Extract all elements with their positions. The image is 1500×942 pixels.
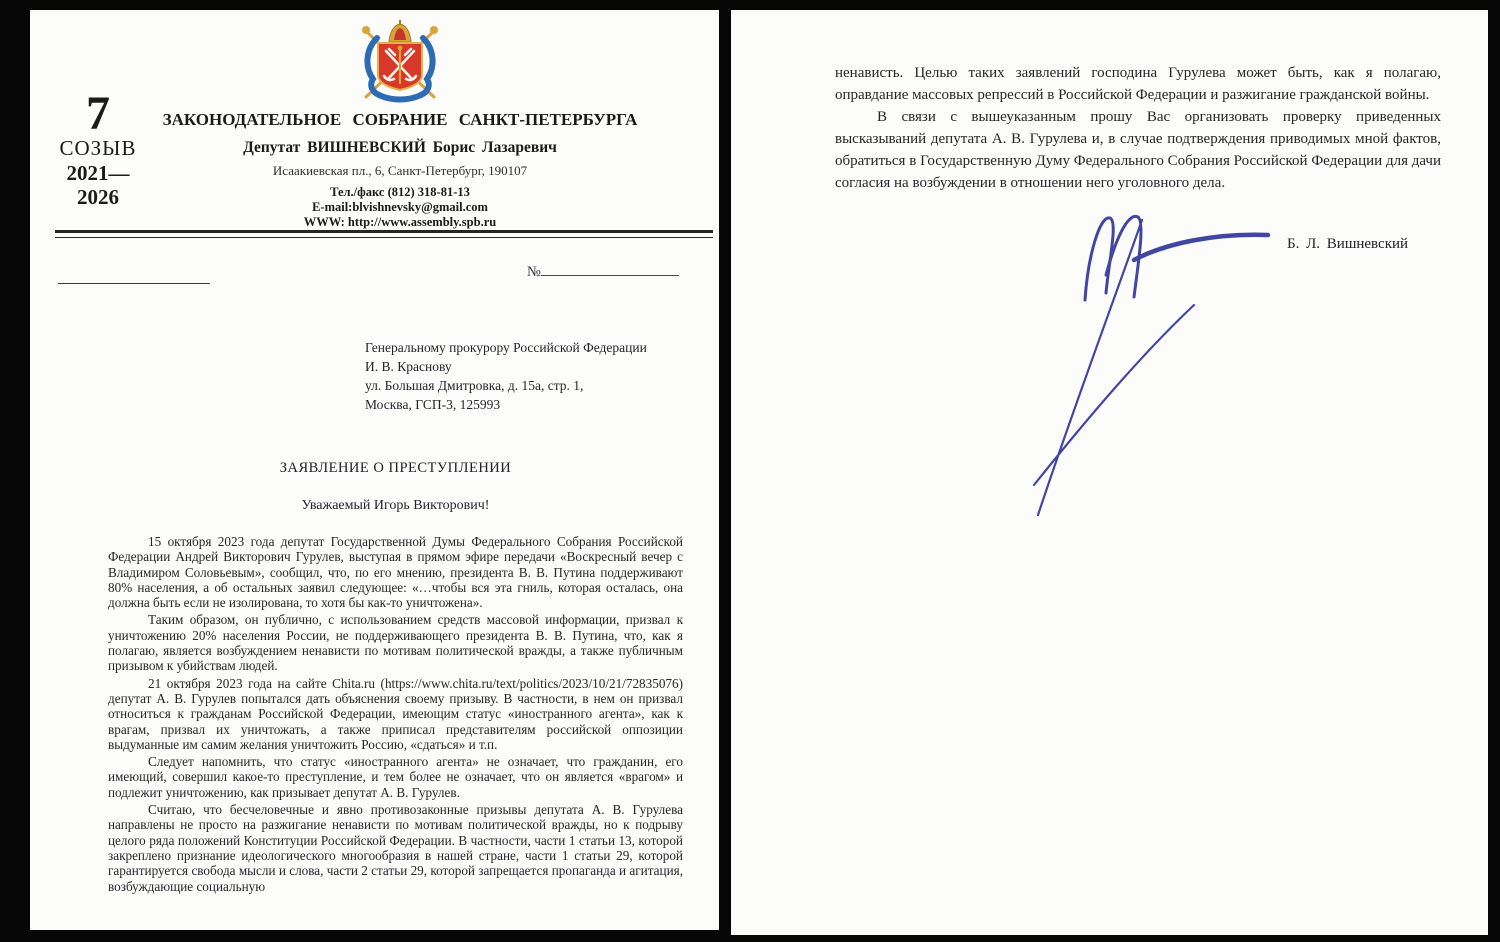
phone-line: Тел./факс (812) 318-81-13 <box>330 185 470 199</box>
recipient-city: Москва, ГСП-3, 125993 <box>365 397 501 412</box>
letter-page-1 <box>30 10 719 930</box>
paragraph: В связи с вышеуказанным прошу Вас организовать проверку приведенных высказываний депутата А. В. Гурулева и, в случае подтверждения приводимых мной фактов, обратиться в Государственную Думу Федерального Собрания Российской Федерации для дачи согласия на возбуждении в отношении него уголовного дела. <box>835 109 1441 191</box>
paragraph: 21 октября 2023 года на сайте Chita.ru (https://www.chita.ru/text/politics/2023/10/21/72835076) депутат А. В. Гурулев попытался дать объяснения своему призыву. В частности, в нем он призвал относиться к гражданам Российской Федерации, имеющим статус «иностранного агента», как к врагам, призвал их уничтожать, а также приписал представителям российской оппозиции выдуманные им самим желания уничтожить Россию, «сдаться» и т.п. <box>108 675 683 752</box>
number-sign-label: № <box>527 264 541 280</box>
page2-body <box>835 62 1441 194</box>
paragraph: 15 октября 2023 года депутат Государственной Думы Федерального Собрания Российской Федерации Андрей Викторович Гурулев, выступая в прямом эфире передачи «Воскресный вечер с Владимиром Соловьевым», сообщил, что, по его мнению, президента В. В. Путина поддерживают 80% населения, а об остальных заявил следующее: «…чтобы вся эта гниль, которая осталась, она должна быть если не изолирована, то хотя бы как-то уничтожена». <box>108 534 683 611</box>
website-line: WWW: http://www.assembly.spb.ru <box>303 215 497 229</box>
recipient-name: И. В. Краснову <box>365 359 452 374</box>
convocation-block <box>44 87 152 209</box>
salutation: Уважаемый Игорь Викторович! <box>301 498 490 513</box>
email-line: E-mail:blvishnevsky@gmail.com <box>312 200 488 214</box>
deputy-name-line: Депутат ВИШНЕВСКИЙ Борис Лазаревич <box>243 139 557 156</box>
paragraph: Следует напомнить, что статус «иностранного агента» не означает, что гражданин, его имеющий, совершил какое-то преступление, и тем более не означает, что он является «врагом» и подлежит уничтожению, как призывает депутат А. В. Гурулев. <box>108 754 683 800</box>
convocation-years-start: 2021— <box>66 161 130 185</box>
reference-number-line <box>527 262 679 281</box>
page1-body <box>108 534 683 896</box>
spb-coat-of-arms-icon <box>344 18 456 106</box>
recipient-block <box>365 338 695 414</box>
paragraph: ненависть. Целью таких заявлений господина Гурулева может быть, как я полагаю, оправдание массовых репрессий в Российской Федерации и разжигание гражданской войны. <box>835 65 1441 103</box>
date-blank-line <box>58 269 210 284</box>
number-blank-line <box>541 262 679 276</box>
paragraph: Таким образом, он публично, с использованием средств массовой информации, призвал к уничтожению 20% населения России, не поддерживающего президента В. В. Путина, что, как я полагаю, является возбуждением ненависти по мотивам политической вражды, а также публичным призывом к убийствам людей. <box>108 612 683 674</box>
letterhead-divider <box>55 230 713 238</box>
signer-name: Б. Л. Вишневский <box>1287 236 1409 252</box>
paragraph: Считаю, что бесчеловечные и явно противозаконные призывы депутата А. В. Гурулева направлены не просто на разжигание ненависти по мотивам политической вражды, но к подрыву целого ряда положений Конституции Российской Федерации. В частности, части 1 статьи 13, которой закреплено признание идеологического многообразия в нашей стране, части 1 статьи 29, которой гарантируется свобода мысли и слова, части 2 статьи 29, которой запрещается пропаганда и агитация, возбуждающие социальную <box>108 802 683 894</box>
letterhead <box>150 10 650 230</box>
convocation-years-end: 2026 <box>77 185 119 209</box>
office-address: Исаакиевская пл., 6, Санкт-Петербург, 190107 <box>272 163 528 178</box>
convocation-number: 7 <box>86 87 110 140</box>
recipient-title: Генеральному прокурору Российской Федерации <box>365 340 647 355</box>
document-title: ЗАЯВЛЕНИЕ О ПРЕСТУПЛЕНИИ <box>279 460 512 476</box>
recipient-street: ул. Большая Дмитровка, д. 15а, стр. 1, <box>365 378 584 393</box>
handwritten-signature <box>1026 205 1276 530</box>
organization-name: ЗАКОНОДАТЕЛЬНОЕ СОБРАНИЕ САНКТ-ПЕТЕРБУРГА <box>162 110 638 129</box>
letter-page-2 <box>731 10 1488 935</box>
convocation-label: СОЗЫВ <box>59 136 137 160</box>
